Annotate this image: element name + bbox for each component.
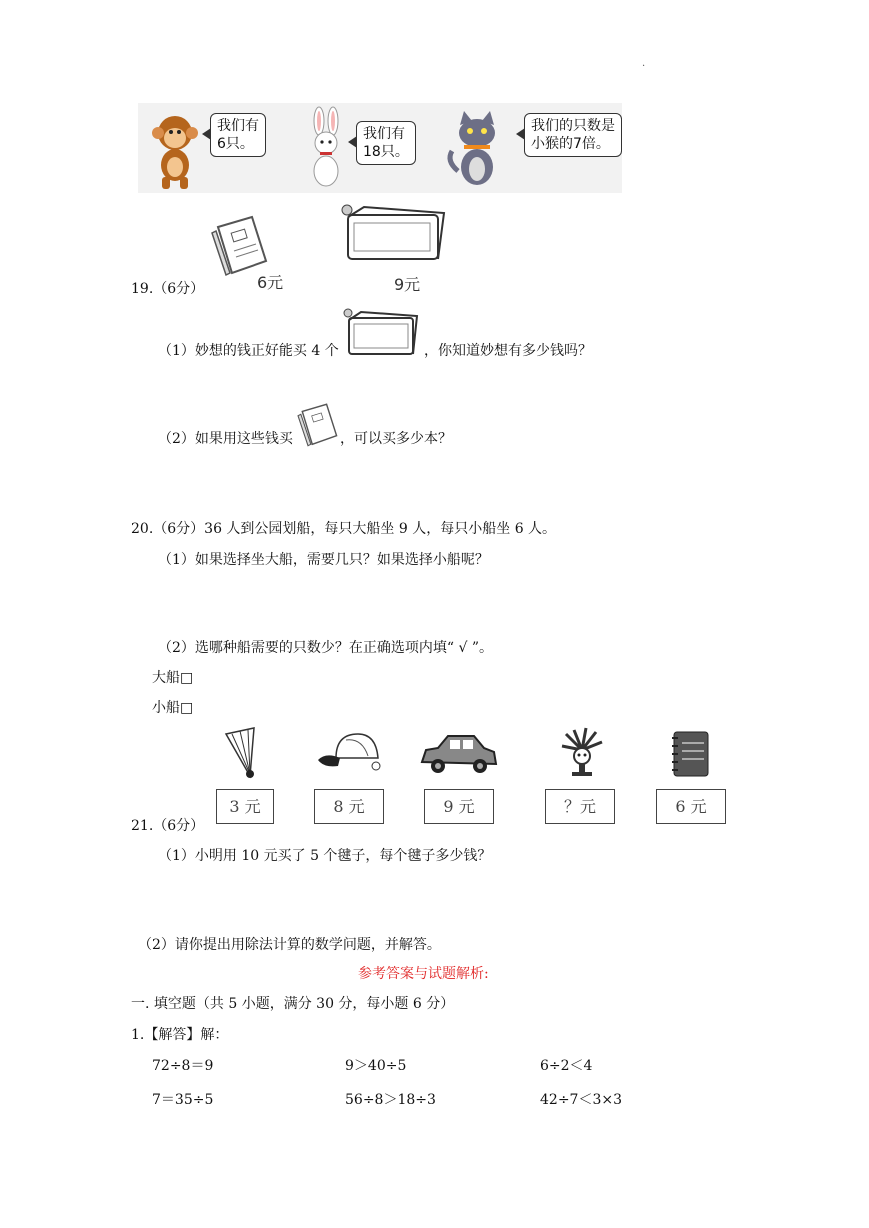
q19-sub1-suffix: ，你知道妙想有多少钱吗？	[424, 343, 592, 359]
notebook-icon	[212, 217, 268, 275]
cat-icon	[446, 111, 508, 189]
answer-cell: 7＝35÷5	[152, 1092, 214, 1108]
answer-cell: 56÷8＞18÷3	[345, 1092, 436, 1108]
option-big-boat[interactable]: 大船□	[152, 670, 194, 686]
shuttlecock-icon	[224, 728, 260, 780]
toy-car-icon	[418, 732, 498, 774]
q20-sub1: （1）如果选择坐大船，需要几只？如果选择小船呢？	[158, 552, 489, 568]
rabbit-speech-bubble: 我们有 18只。	[356, 121, 416, 165]
animal-illustration-strip	[138, 103, 622, 193]
answers-title: 参考答案与试题解析:	[358, 966, 489, 982]
q20-sub2: （2）选哪种船需要的只数少？在正确选项内填“ √ ”。	[158, 640, 494, 656]
pencil-case-icon	[340, 203, 446, 263]
q19-label: 19.（6分）	[131, 281, 205, 297]
cap-icon	[316, 730, 382, 774]
q19-sub1-prefix: （1）妙想的钱正好能买 4 个	[158, 343, 339, 359]
pencil-case-price: 9元	[394, 275, 421, 294]
answer-item-1-label: 1.【解答】解：	[131, 1027, 229, 1043]
memo-notebook-icon	[668, 730, 712, 778]
monkey-icon	[150, 113, 200, 191]
notebook-icon-inline	[298, 404, 338, 446]
q21-label: 21.（6分）	[131, 818, 205, 834]
q19-sub2-suffix: ，可以买多少本？	[340, 431, 452, 447]
q21-sub2: （2）请你提出用除法计算的数学问题，并解答。	[138, 937, 441, 953]
price-box-memo: 6 元	[656, 789, 726, 824]
price-box-car: 9 元	[424, 789, 494, 824]
answer-cell: 9＞40÷5	[345, 1058, 407, 1074]
cat-speech-bubble: 我们的只数是 小猴的7倍。	[524, 113, 622, 157]
q20-label: 20.（6分）36 人到公园划船，每只大船坐 9 人，每只小船坐 6 人。	[131, 521, 557, 537]
monkey-speech-bubble: 我们有 6只。	[210, 113, 266, 157]
page-marker-dot: .	[642, 58, 646, 69]
answer-cell: 72÷8＝9	[152, 1058, 214, 1074]
option-small-boat[interactable]: 小船□	[152, 700, 194, 716]
pencil-case-icon-inline	[343, 308, 419, 358]
notebook-price: 6元	[257, 273, 284, 292]
answers-section-heading: 一. 填空题（共 5 小题，满分 30 分，每小题 6 分）	[131, 996, 455, 1012]
answer-cell: 6÷2＜4	[540, 1058, 593, 1074]
rabbit-icon	[306, 107, 346, 189]
toy-figure-icon	[560, 728, 604, 778]
answer-cell: 42÷7＜3×3	[540, 1092, 622, 1108]
price-box-toy: ？元	[545, 789, 615, 824]
q19-sub2-prefix: （2）如果用这些钱买	[158, 431, 293, 447]
price-box-shuttlecock: 3 元	[216, 789, 274, 824]
price-box-cap: 8 元	[314, 789, 384, 824]
q21-sub1: （1）小明用 10 元买了 5 个毽子，每个毽子多少钱？	[158, 848, 492, 864]
